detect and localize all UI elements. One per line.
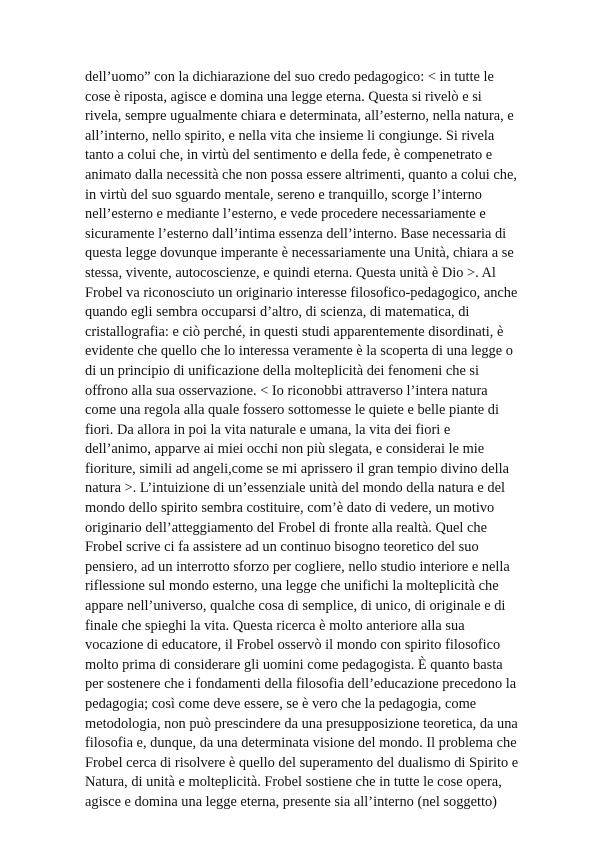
text-line: tanto a colui che, in virtù del sentimento e della fede, è compenetrato e <box>85 147 493 164</box>
text-line: Frobel cerca di risolvere è quello del superamento del dualismo di Spirito e <box>85 754 519 771</box>
text-line: nell’esterno e mediante l’esterno, e vede procedere necessariamente e <box>85 206 486 223</box>
body-text <box>85 68 525 813</box>
text-line: Natura, di unità e molteplicità. Frobel sostiene che in tutte le cose opera, <box>85 774 502 791</box>
text-line: natura >. L’intuizione di un’essenziale unità del mondo della natura e del <box>85 480 505 497</box>
text-line: animato dalla necessità che non possa essere altrimenti, quanto a colui che, <box>85 166 517 183</box>
text-line: per sostenere che i fondamenti della filosofia dell’educazione precedono la <box>85 676 517 693</box>
text-line: evidente che quello che lo interessa veramente è la scoperta di una legge o <box>85 343 513 360</box>
text-line: Frobel scrive ci fa assistere ad un continuo bisogno teoretico del suo <box>85 539 479 556</box>
text-line: filosofia e, dunque, da una determinata visione del mondo. Il problema che <box>85 735 517 752</box>
text-line: appare nell’universo, qualche cosa di semplice, di unico, di originale e di <box>85 598 506 615</box>
text-line: vocazione di educatore, il Frobel osservò il mondo con spirito filosofico <box>85 637 501 654</box>
text-line: sicuramente l’esterno dall’intima essenza dell’interno. Base necessaria di <box>85 225 507 242</box>
text-line: molto prima di considerare gli uomini come pedagogista. È quanto basta <box>85 656 503 673</box>
text-line: in virtù del suo sguardo mentale, sereno e tranquillo, scorge l’interno <box>85 186 482 203</box>
text-line: questa legge dovunque imperante è necessariamente una Unità, chiara a se <box>85 245 514 262</box>
text-line: originario dell’atteggiamento del Frobel di fronte alla realtà. Quel che <box>85 519 487 536</box>
text-line: cose è riposta, agisce e domina una legge eterna. Questa si rivelò e si <box>85 88 482 105</box>
text-line: agisce e domina una legge eterna, presente sia all’interno (nel soggetto) <box>85 793 497 810</box>
text-line: metodologia, non può prescindere da una presupposizione teoretica, da una <box>85 715 518 732</box>
text-line: stessa, vivente, autocoscienze, e quindi eterna. Questa unità è Dio >. Al <box>85 264 496 281</box>
text-line: pensiero, ad un interrotto sforzo per cogliere, nello studio interiore e nella <box>85 558 510 575</box>
text-line: quando egli sembra occuparsi d’altro, di scienza, di matematica, di <box>85 304 470 321</box>
text-line: all’interno, nello spirito, e nella vita che insieme li congiunge. Si rivela <box>85 127 495 144</box>
text-line: mondo dello spirito sembra costituire, com’è dato di vedere, un motivo <box>85 500 495 517</box>
text-line: cristallografia: e ciò perché, in questi studi apparentemente disordinati, è <box>85 323 504 340</box>
text-line: dell’animo, apparve ai miei occhi non più slegata, e considerai le mie <box>85 441 485 458</box>
text-line: Frobel va riconosciuto un originario interesse filosofico-pedagogico, anche <box>85 284 518 301</box>
text-line: riflessione sul mondo esterno, una legge che unifichi la molteplicità che <box>85 578 499 595</box>
text-line: come una regola alla quale fossero sottomesse le quiete e belle piante di <box>85 402 499 419</box>
text-line: finale che spieghi la vita. Questa ricerca è molto anteriore alla sua <box>85 617 465 634</box>
text-line: rivela, sempre ugualmente chiara e determinata, all’esterno, nella natura, e <box>85 108 514 125</box>
text-line: fioriture, simili ad angeli,come se mi aprissero il gran tempio divino della <box>85 460 510 477</box>
text-line: dell’uomo” con la dichiarazione del suo credo pedagogico: < in tutte le <box>85 69 494 85</box>
text-line: offrono alla sua osservazione. < Io riconobbi attraverso l’intera natura <box>85 382 488 399</box>
text-line: di un principio di unificazione della molteplicità dei fenomeni che si <box>85 362 480 379</box>
text-line: pedagogia; così come deve essere, se è vero che la pedagogia, come <box>85 696 477 712</box>
text-line: fiori. Da allora in poi la vita naturale e umana, la vita dei fiori e <box>85 421 451 438</box>
